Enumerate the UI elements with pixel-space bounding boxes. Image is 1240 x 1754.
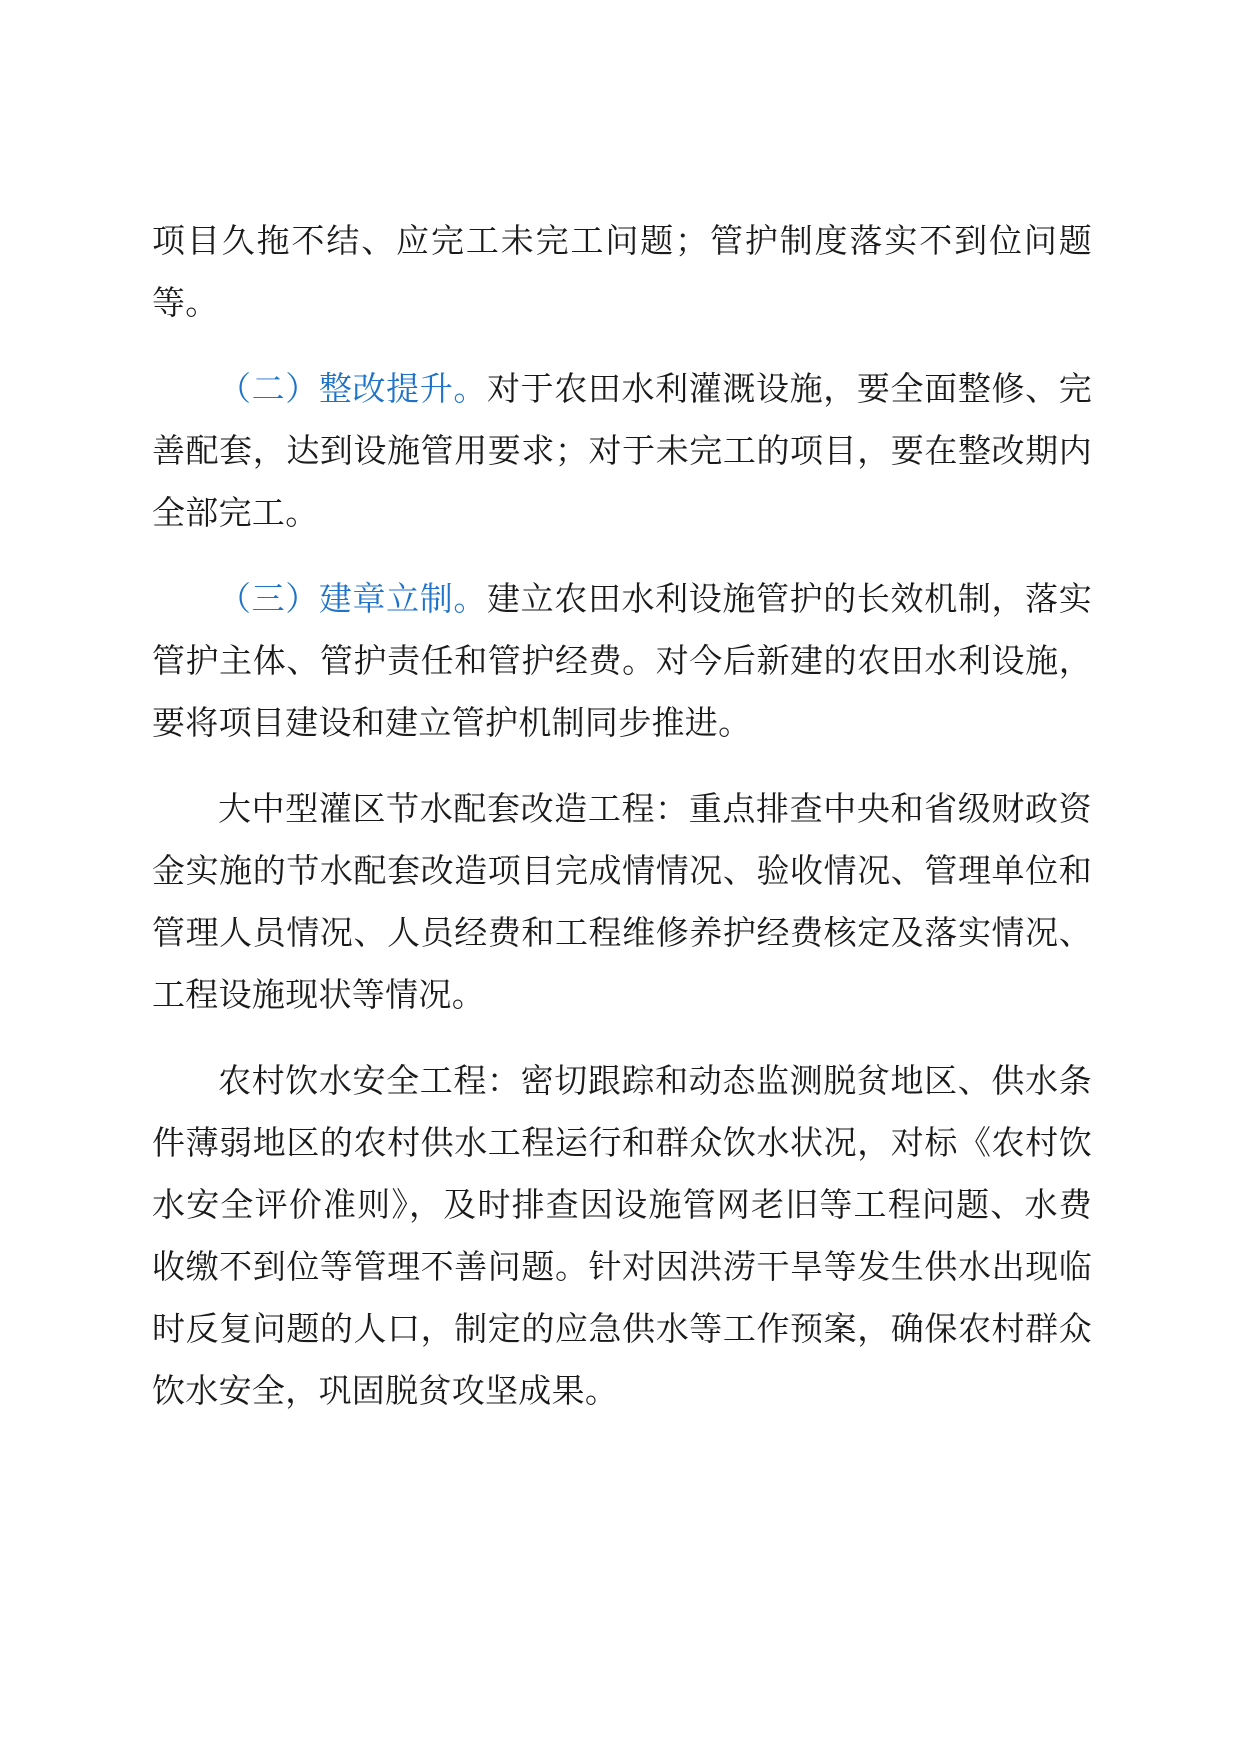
paragraph-text: 对于农田水利灌溉设施，要全面整修、完善配套，达到设施管用要求；对于未完工的项目，要在整改期内全部完工。 bbox=[152, 369, 1092, 532]
paragraph-text: 农村饮水安全工程：密切跟踪和动态监测脱贫地区、供水条件薄弱地区的农村供水工程运行和群众饮水状况，对标《农村饮水安全评价准则》，及时排查因设施管网老旧等工程问题、水费收缴不到位等管理不善问题。针对因洪涝干旱等发生供水出现临时反复问题的人口，制定的应急供水等工作预案，确保农村群众饮水安全，巩固脱贫攻坚成果。 bbox=[152, 1061, 1092, 1410]
paragraph-text: 大中型灌区节水配套改造工程：重点排查中央和省级财政资金实施的节水配套改造项目完成情情况、验收情况、管理单位和管理人员情况、人员经费和工程维修养护经费核定及落实情况、工程设施现状等情况。 bbox=[152, 789, 1092, 1014]
paragraph-irrigation-project bbox=[152, 778, 1092, 1026]
paragraph-rectification bbox=[152, 358, 1092, 544]
paragraph-drinking-water bbox=[152, 1050, 1092, 1422]
paragraph-regulations bbox=[152, 568, 1092, 754]
document-body bbox=[152, 210, 1092, 1422]
section-heading-rectification: （二）整改提升。 bbox=[218, 369, 488, 408]
paragraph-text: 项目久拖不结、应完工未完工问题；管护制度落实不到位问题等。 bbox=[152, 221, 1092, 322]
paragraph-text: 建立农田水利设施管护的长效机制，落实管护主体、管护责任和管护经费。对今后新建的农田水利设施，要将项目建设和建立管护机制同步推进。 bbox=[152, 579, 1092, 742]
paragraph-continuation bbox=[152, 210, 1092, 334]
section-heading-regulations: （三）建章立制。 bbox=[218, 579, 488, 618]
